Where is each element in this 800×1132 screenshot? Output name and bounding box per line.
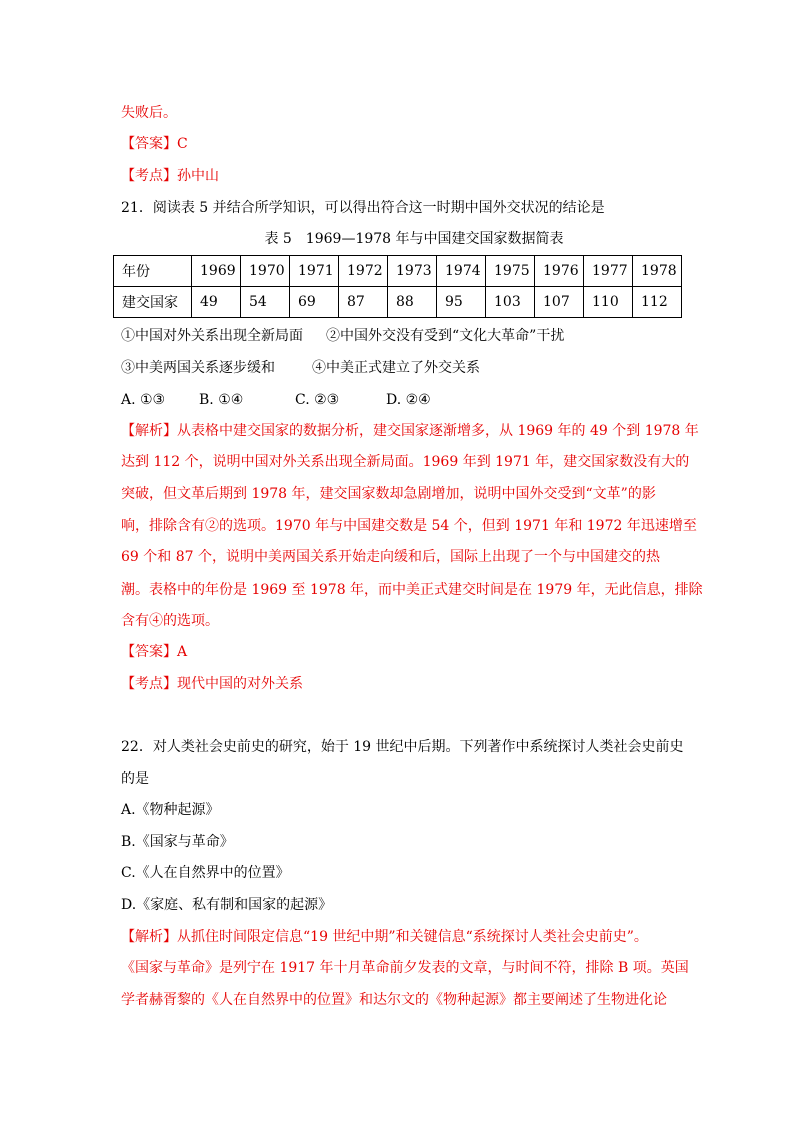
topic-label: 【考点】: [121, 168, 177, 184]
table-cell: 1974: [437, 256, 486, 287]
q22-question-line: 的是: [121, 771, 149, 787]
q21-analysis-line: 含有④的选项。: [121, 613, 219, 629]
q22-analysis-line: 学者赫胥黎的《人在自然界中的位置》和达尔文的《物种起源》都主要阐述了生物进化论: [121, 992, 667, 1008]
table-cell: 54: [241, 287, 290, 318]
q21-table-caption: 表 5 1969—1978 年与中国建交国家数据简表: [264, 231, 564, 247]
q21-analysis-line: [121, 421, 699, 441]
table-cell-count-header: 建交国家: [114, 287, 192, 318]
q21-answer-line: [121, 642, 187, 662]
q21-question: 21．阅读表 5 并结合所学知识，可以得出符合这一时期中国外交状况的结论是: [121, 200, 605, 216]
statement-4: ④中美正式建立了外交关系: [312, 360, 480, 376]
table-cell: 112: [633, 287, 682, 318]
answer-label: 【答案】: [121, 136, 177, 152]
analysis-label: 【解析】: [121, 929, 177, 945]
statement-2: ②中国外交没有受到“文化大革命”干扰: [326, 328, 565, 344]
table-cell-year-header: 年份: [114, 256, 192, 287]
option-c: C. ②③: [295, 392, 340, 408]
option-d: D. ②④: [386, 392, 431, 408]
table-cell: 95: [437, 287, 486, 318]
q21-data-table: [113, 255, 682, 318]
topic-line: [121, 166, 219, 186]
q21-options: [121, 390, 431, 410]
table-row: [114, 256, 682, 287]
q21-statements-row1: [121, 326, 564, 346]
table-cell: 87: [339, 287, 388, 318]
table-cell: 1973: [388, 256, 437, 287]
q22-analysis-line: [121, 927, 648, 947]
q22-option-b: B.《国家与革命》: [121, 834, 234, 850]
q21-analysis-line: 响，排除含有②的选项。1970 年与中国建交数是 54 个，但到 1971 年和 1972 年迅速增至: [121, 518, 697, 534]
analysis-label: 【解析】: [121, 423, 177, 439]
table-cell: 1976: [535, 256, 584, 287]
topic-value: 现代中国的对外关系: [177, 676, 303, 692]
q22-option-d: D.《家庭、私有制和国家的起源》: [121, 897, 333, 913]
q21-analysis-line: 潮。表格中的年份是 1969 至 1978 年，而中美正式建交时间是在 1979 年，无此信息，排除: [121, 582, 703, 598]
table-row: [114, 287, 682, 318]
continued-text: 失败后。: [121, 105, 177, 121]
analysis-text: 从表格中建交国家的数据分析，建交国家逐渐增多，从 1969 年的 49 个到 1978 年: [177, 423, 699, 439]
table-cell: 1978: [633, 256, 682, 287]
table-cell: 69: [290, 287, 339, 318]
option-a: A. ①③: [121, 392, 166, 408]
table-cell: 1977: [584, 256, 633, 287]
table-cell: 107: [535, 287, 584, 318]
table-cell: 88: [388, 287, 437, 318]
q21-analysis-line: 达到 112 个，说明中国对外关系出现全新局面。1969 年到 1971 年，建交国家数没有大的: [121, 454, 690, 470]
table-cell: 1970: [241, 256, 290, 287]
table-cell: 103: [486, 287, 535, 318]
q21-analysis-line: 69 个和 87 个，说明中美两国关系开始走向缓和后，国际上出现了一个与中国建交的热: [121, 549, 660, 565]
statement-1: ①中国对外关系出现全新局面: [121, 328, 303, 344]
topic-value: 孙中山: [177, 168, 219, 184]
table-cell: 1969: [192, 256, 241, 287]
option-b: B. ①④: [199, 392, 244, 408]
q21-statements-row2: [121, 358, 480, 378]
answer-value: A: [177, 644, 188, 660]
q21-topic-line: [121, 674, 303, 694]
table-cell: 1975: [486, 256, 535, 287]
table-cell: 110: [584, 287, 633, 318]
q22-option-a: A.《物种起源》: [121, 802, 220, 818]
analysis-text: 从抓住时间限定信息“19 世纪中期”和关键信息“系统探讨人类社会史前史”。: [177, 929, 648, 945]
q22-question-line: 22．对人类社会史前史的研究，始于 19 世纪中后期。下列著作中系统探讨人类社会史前史: [121, 739, 684, 755]
table-cell: 1972: [339, 256, 388, 287]
q22-analysis-line: 《国家与革命》是列宁在 1917 年十月革命前夕发表的文章，与时间不符，排除 B 项。英国: [121, 960, 689, 976]
topic-label: 【考点】: [121, 676, 177, 692]
table-cell: 49: [192, 287, 241, 318]
q22-option-c: C.《人在自然界中的位置》: [121, 865, 290, 881]
statement-3: ③中美两国关系逐步缓和: [121, 360, 275, 376]
table-cell: 1971: [290, 256, 339, 287]
q21-analysis-line: 突破，但文革后期到 1978 年，建交国家数却急剧增加，说明中国外交受到“文革”的影: [121, 486, 656, 502]
answer-label: 【答案】: [121, 644, 177, 660]
answer-value: C: [177, 136, 188, 152]
answer-line: [121, 134, 188, 154]
